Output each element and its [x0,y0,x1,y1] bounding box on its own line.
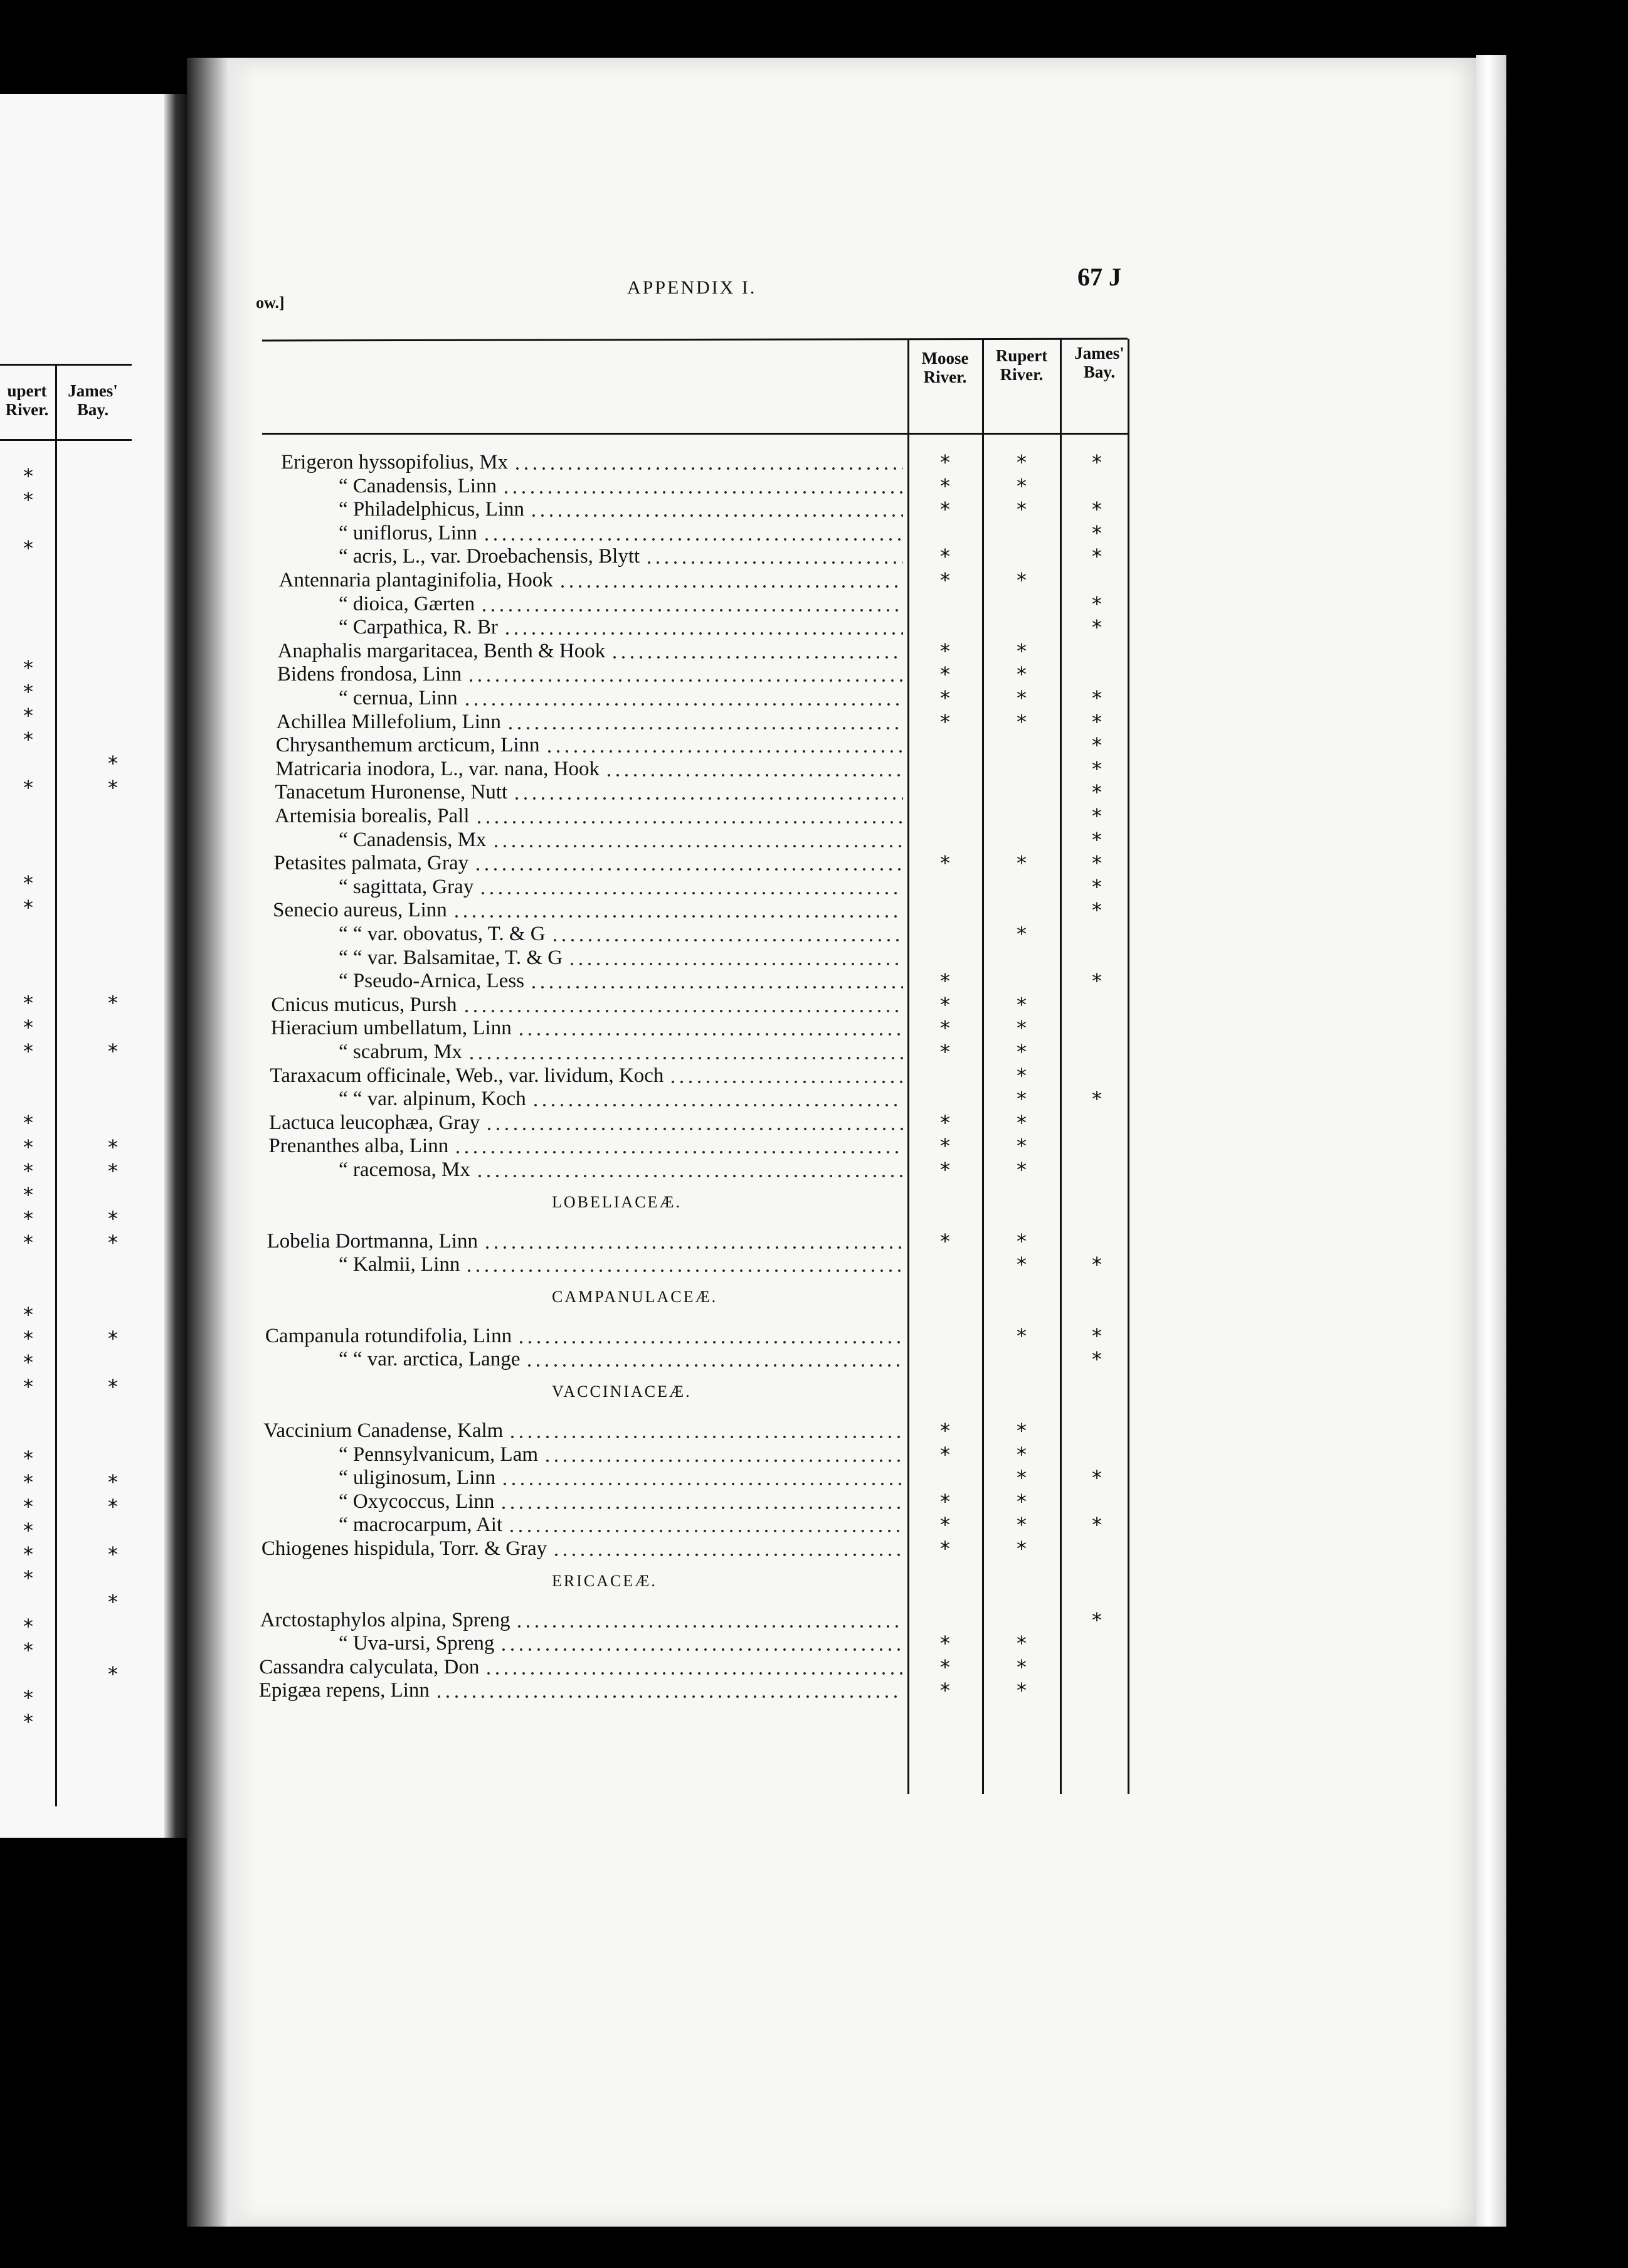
left-mark-rupert: * [23,1614,33,1638]
section-heading-vacciniaceae: VACCINIACEÆ. [552,1382,692,1401]
left-mark-rupert: * [23,1350,33,1375]
presence-mark-rupert: * [1017,1253,1027,1277]
leader-dots [463,686,903,710]
presence-mark-rupert: * [1017,1323,1027,1348]
leader-dots [503,615,903,639]
species-name: Artemisia borealis, Pall [274,805,470,827]
left-mark-james: * [108,751,118,776]
species-row [0,1134,1628,1158]
left-mark-rupert: * [23,655,33,680]
leader-dots [492,828,903,852]
species-row [0,1608,1628,1632]
species-name: “ Philadelphicus, Linn [339,498,525,521]
presence-mark-moose: * [940,1040,950,1064]
presence-mark-rupert: * [1017,709,1027,734]
species-name: “ Canadensis, Mx [339,828,487,851]
leader-dots [467,1040,903,1064]
presence-mark-moose: * [940,1419,950,1443]
species-name: Senecio aureus, Linn [273,899,447,922]
left-mark-rupert: * [23,1542,33,1566]
left-mark-rupert: * [23,775,33,800]
presence-mark-rupert: * [1017,922,1027,946]
species-name: Arctostaphylos alpina, Spreng [260,1608,510,1631]
left-mark-james: * [108,1135,118,1159]
left-mark-rupert: * [23,1135,33,1159]
species-name: Lobelia Dortmanna, Linn [267,1229,478,1253]
presence-mark-moose: * [940,851,950,876]
species-row [0,875,1628,899]
leader-dots [645,544,903,568]
species-name: Erigeron hyssopifolius, Mx [281,451,509,474]
presence-mark-moose: * [940,1016,950,1041]
species-name: Lactuca leucophæa, Gray [269,1111,480,1134]
species-row [0,686,1628,710]
presence-mark-moose: * [940,1110,950,1135]
presence-mark-james: * [1092,827,1102,852]
left-mark-rupert: * [23,895,33,919]
presence-mark-rupert: * [1017,1063,1027,1088]
leader-dots [551,922,903,946]
species-row [0,1064,1628,1088]
species-row [0,922,1628,946]
presence-mark-james: * [1092,591,1102,616]
species-row [0,895,1628,923]
species-name: Achillea Millefolium, Linn [276,710,501,733]
leader-dots [480,592,903,616]
presence-mark-moose: * [940,709,950,734]
left-mark-rupert: * [23,1374,33,1399]
left-header-rule-bottom [0,439,132,441]
presence-mark-moose: * [940,450,950,474]
leader-dots [669,1064,903,1088]
species-row [0,639,1628,663]
presence-mark-rupert: * [1017,1040,1027,1064]
species-name: Epigæa repens, Linn [258,1679,430,1702]
presence-mark-moose: * [940,1229,950,1253]
presence-mark-rupert: * [1017,497,1027,522]
left-mark-rupert: * [23,464,33,488]
leader-dots [508,1419,903,1443]
left-col-header-james: James' Bay. [68,381,118,419]
presence-mark-rupert: * [1017,1087,1027,1111]
presence-mark-rupert: * [1017,1442,1027,1466]
species-row [0,1537,1628,1561]
species-name: “ racemosa, Mx [339,1158,470,1181]
presence-mark-moose: * [940,639,950,663]
header-rule-bottom [262,433,1128,435]
left-mark-rupert: * [23,1494,33,1518]
species-name: Antennaria plantaginifolia, Hook [278,569,553,591]
left-mark-rupert: * [23,1183,33,1207]
presence-mark-moose: * [940,1655,950,1679]
species-name: “ macrocarpum, Ait [339,1513,503,1537]
presence-mark-rupert: * [1017,1158,1027,1182]
species-name: Cnicus muticus, Pursh [271,993,457,1016]
species-row [0,568,1628,592]
left-mark-rupert: * [23,488,33,512]
leader-dots [545,733,903,757]
species-name: “ Kalmii, Linn [339,1253,460,1276]
species-name: Cassandra calyculata, Don [259,1655,480,1678]
presence-mark-james: * [1092,898,1102,923]
presence-mark-james: * [1092,497,1102,522]
species-name: “ uniflorus, Linn [339,521,477,544]
species-row [0,1513,1628,1537]
leader-dots [568,946,903,970]
presence-mark-moose: * [940,1678,950,1703]
left-mark-james: * [108,1327,118,1351]
presence-mark-rupert: * [1017,568,1027,592]
leader-dots [610,639,903,663]
leader-dots [552,1537,903,1561]
leader-dots [515,1608,903,1632]
leader-dots [529,497,903,521]
species-row [0,662,1628,686]
section-heading-lobeliaceae: LOBELIACEÆ. [552,1192,682,1211]
species-name: Prenanthes alba, Linn [268,1135,449,1158]
presence-mark-james: * [1092,780,1102,805]
leader-dots [517,1016,903,1040]
leader-dots [507,1513,903,1537]
presence-mark-james: * [1092,1253,1102,1277]
species-name: “ acris, L., var. Droebachensis, Blytt [339,545,640,568]
species-name: Matricaria inodora, L., var. nana, Hook [275,757,600,780]
left-mark-rupert: * [23,1638,33,1662]
species-name: “ “ var. obovatus, T. & G [339,923,546,945]
presence-mark-rupert: * [1017,1655,1027,1679]
species-name: Vaccinium Canadense, Kalm [263,1419,504,1442]
species-name: Hieracium umbellatum, Linn [270,1017,512,1040]
presence-mark-james: * [1092,1323,1102,1348]
species-row [0,544,1628,568]
presence-mark-james: * [1092,1466,1102,1490]
leader-dots [531,1087,903,1111]
leader-dots [525,1347,903,1371]
left-mark-rupert: * [23,1111,33,1135]
leader-dots [543,1443,903,1466]
leader-dots [467,662,903,686]
leader-dots [475,804,903,828]
presence-mark-rupert: * [1017,1110,1027,1135]
presence-mark-moose: * [940,1513,950,1537]
species-name: “ Uva-ursi, Spreng [339,1632,495,1655]
left-mark-james: * [108,1231,118,1255]
presence-mark-james: * [1092,521,1102,545]
presence-mark-james: * [1092,1608,1102,1632]
presence-mark-rupert: * [1017,992,1027,1017]
species-row [0,1347,1628,1371]
left-mark-james: * [108,1374,118,1399]
leader-dots [502,474,903,498]
leader-dots [482,521,903,545]
species-name: “ Canadensis, Linn [339,474,497,497]
species-row [0,1087,1628,1111]
leader-dots [483,1229,903,1253]
left-mark-james: * [108,1542,118,1566]
left-mark-james: * [108,1494,118,1518]
leader-dots [506,710,903,734]
leader-dots [484,1655,903,1679]
species-row [0,969,1628,993]
presence-mark-rupert: * [1017,1134,1027,1158]
presence-mark-rupert: * [1017,450,1027,474]
left-mark-rupert: * [23,1303,33,1327]
left-mark-rupert: * [23,679,33,704]
species-name: “ Oxycoccus, Linn [339,1490,495,1513]
species-row [0,1419,1628,1443]
species-name: Petasites palmata, Gray [273,852,469,875]
leader-dots [500,1466,903,1490]
species-name: “ dioica, Gærten [339,592,475,615]
leader-dots [605,757,903,781]
species-name: “ cernua, Linn [339,687,458,709]
presence-mark-moose: * [940,1442,950,1466]
presence-mark-james: * [1092,450,1102,474]
left-mark-rupert: * [23,1207,33,1231]
page-number: 67 J [1077,263,1121,291]
species-row [0,1253,1628,1276]
species-name: “ “ var. Balsamitae, T. & G [339,946,563,969]
presence-mark-james: * [1092,686,1102,710]
species-row [0,1631,1628,1655]
species-row [0,1158,1628,1182]
presence-mark-rupert: * [1017,639,1027,663]
species-row [0,615,1628,639]
left-col-header-rupert: upert River. [5,381,49,419]
species-row [0,1229,1628,1253]
left-mark-rupert: * [23,704,33,728]
left-mark-rupert: * [23,1518,33,1542]
left-mark-rupert: * [23,1231,33,1255]
species-name: “ uliginosum, Linn [339,1466,496,1490]
species-row [0,450,1628,474]
species-name: Campanula rotundifolia, Linn [265,1324,512,1347]
species-row [0,828,1628,852]
species-row [0,851,1628,875]
presence-mark-moose: * [940,568,950,592]
species-row [0,497,1628,521]
presence-mark-rupert: * [1017,662,1027,687]
species-name: Chiogenes hispidula, Torr. & Gray [261,1537,547,1560]
species-name: “ sagittata, Gray [339,875,474,898]
leader-dots [473,851,903,875]
species-row [0,804,1628,828]
col-header-james: James' Bay. [1074,344,1124,381]
species-name: “ Pennsylvanicum, Lam [339,1443,539,1466]
species-row [0,592,1628,616]
left-mark-rupert: * [23,1470,33,1495]
left-mark-rupert: * [23,1446,33,1471]
presence-mark-rupert: * [1017,1229,1027,1253]
species-name: Tanacetum Huronense, Nutt [275,781,508,804]
presence-mark-moose: * [940,497,950,522]
species-row [0,474,1628,498]
species-row [0,946,1628,970]
species-row [0,1678,1628,1702]
presence-mark-james: * [1092,1087,1102,1111]
left-mark-rupert: * [23,1158,33,1183]
leader-dots [462,993,903,1017]
leader-dots [485,1111,903,1135]
leader-dots [529,969,903,993]
presence-mark-james: * [1092,969,1102,994]
col-header-moose: Moose River. [921,349,969,386]
species-row [0,1655,1628,1679]
presence-mark-moose: * [940,686,950,710]
species-name: Chrysanthemum arcticum, Linn [275,734,540,757]
presence-mark-james: * [1092,709,1102,734]
left-mark-rupert: * [23,1327,33,1351]
leader-dots [435,1678,903,1702]
species-row [0,733,1628,757]
presence-mark-moose: * [940,474,950,498]
left-mark-rupert: * [23,728,33,752]
leader-dots [513,450,903,474]
section-heading-campanulaceae: CAMPANULACEÆ. [552,1287,718,1306]
presence-mark-moose: * [940,544,950,569]
left-mark-james: * [108,991,118,1015]
species-name: Anaphalis margaritacea, Benth & Hook [277,639,606,662]
left-mark-rupert: * [23,1015,33,1039]
leader-dots [453,1134,903,1158]
presence-mark-moose: * [940,1134,950,1158]
presence-mark-james: * [1092,1513,1102,1537]
presence-mark-rupert: * [1017,1631,1027,1656]
presence-mark-moose: * [940,662,950,687]
left-mark-rupert: * [23,871,33,896]
presence-mark-moose: * [940,969,950,994]
presence-mark-james: * [1092,804,1102,828]
leader-dots [475,1158,903,1182]
presence-mark-rupert: * [1017,686,1027,710]
left-mark-james: * [108,1470,118,1495]
presence-mark-rupert: * [1017,474,1027,498]
species-name: Bidens frondosa, Linn [277,663,462,686]
leader-dots [512,780,903,804]
leader-dots [558,568,903,592]
presence-mark-moose: * [940,1537,950,1561]
presence-mark-rupert: * [1017,1419,1027,1443]
species-row [0,757,1628,781]
leader-dots [465,1253,903,1276]
species-row [0,521,1628,545]
running-header-fragment: ow.] [256,294,285,312]
presence-mark-james: * [1092,733,1102,758]
species-row [0,1323,1628,1351]
species-row [0,1466,1628,1490]
page-title: APPENDIX I. [627,277,757,298]
presence-mark-james: * [1092,544,1102,569]
species-name: Taraxacum officinale, Web., var. lividum, Koch [270,1064,664,1087]
left-mark-james: * [108,1158,118,1183]
left-mark-james: * [108,1590,118,1614]
presence-mark-james: * [1092,874,1102,899]
species-row [0,1111,1628,1135]
presence-mark-rupert: * [1017,1678,1027,1703]
section-heading-ericaceae: ERICACEÆ. [552,1571,657,1590]
col-header-rupert: Rupert River. [995,346,1048,384]
leader-dots [517,1324,903,1348]
presence-mark-james: * [1092,756,1102,781]
species-name: “ scabrum, Mx [339,1041,463,1063]
presence-mark-rupert: * [1017,1513,1027,1537]
leader-dots [452,898,903,922]
left-mark-james: * [108,1039,118,1063]
presence-mark-james: * [1092,851,1102,876]
species-name: “ Pseudo-Arnica, Less [339,970,525,993]
left-mark-rupert: * [23,1686,33,1710]
leader-dots [499,1631,903,1655]
presence-mark-rupert: * [1017,1489,1027,1513]
species-name: “ “ var. arctica, Lange [339,1348,521,1371]
left-mark-james: * [108,1207,118,1231]
presence-mark-moose: * [940,1489,950,1513]
left-mark-rupert: * [23,536,33,560]
species-row [0,1016,1628,1040]
presence-mark-james: * [1092,615,1102,640]
presence-mark-moose: * [940,1631,950,1656]
presence-mark-moose: * [940,1158,950,1182]
species-name: “ Carpathica, R. Br [339,616,498,639]
leader-dots [478,875,903,899]
left-header-rule-top [0,364,132,366]
presence-mark-moose: * [940,992,950,1017]
left-mark-james: * [108,775,118,800]
left-mark-rupert: * [23,1039,33,1063]
species-row [0,780,1628,804]
left-mark-rupert: * [23,1710,33,1734]
left-mark-rupert: * [23,991,33,1015]
species-row [0,1040,1628,1064]
species-row [0,710,1628,734]
presence-mark-rupert: * [1017,1016,1027,1041]
leader-dots [499,1490,903,1513]
species-row [0,993,1628,1017]
species-row [0,1490,1628,1513]
presence-mark-rupert: * [1017,851,1027,876]
presence-mark-rupert: * [1017,1537,1027,1561]
left-mark-rupert: * [23,1566,33,1591]
species-name: “ “ var. alpinum, Koch [339,1088,526,1111]
presence-mark-james: * [1092,1347,1102,1372]
species-row [0,1443,1628,1466]
left-mark-james: * [108,1662,118,1686]
presence-mark-rupert: * [1017,1466,1027,1490]
